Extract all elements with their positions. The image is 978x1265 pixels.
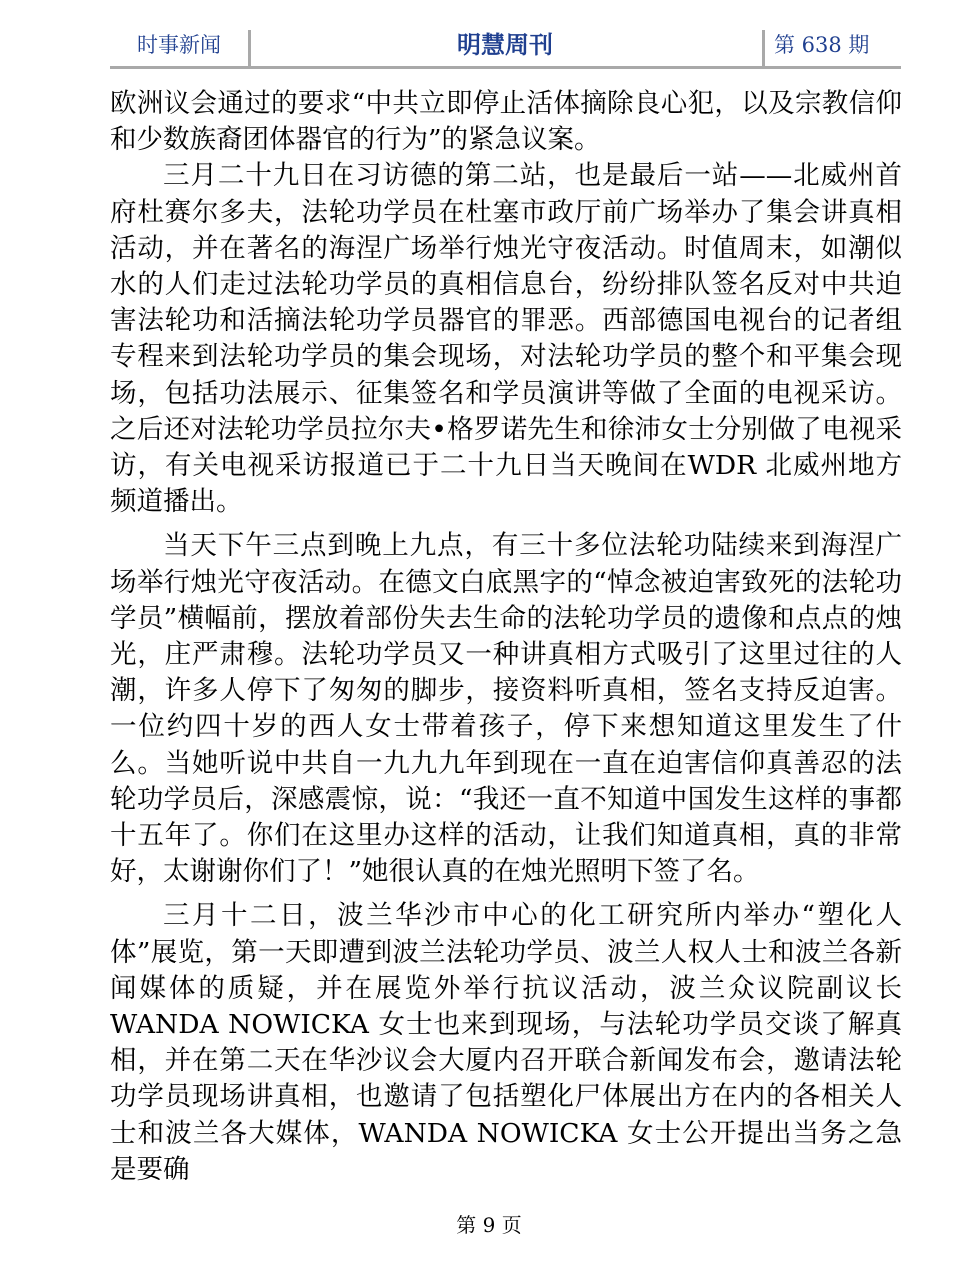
paragraph-3: 当天下午三点到晚上九点，有三十多位法轮功陆续来到海涅广场举行烛光守夜活动。在德文白底黑字的“悼念被迫害致死的法轮功学员”横幅前，摆放着部份失去生命的法轮功学员的遗像和点点的烛光，庄严肃穆。法轮功学员又一种讲真相方式吸引了这里过往的人潮，许多人停下了匆匆的脚步，接资料听真相，签名支持反迫害。一位约四十岁的西人女士带着孩子，停下来想知道这里发生了什么。当她听说中共自一九九九年到现在一直在迫害信仰真善忍的法轮功学员后，深感震惊，说：“我还一直不知道中国发生这样的事都十五年了。你们在这里办这样的活动，让我们知道真相，真的非常好，太谢谢你们了！”她很认真的在烛光照明下签了名。 — [110, 530, 902, 888]
paragraph-4-lead: 三月十二日， — [163, 900, 338, 932]
poland-link-text: 波兰 — [337, 900, 396, 932]
page-header — [110, 26, 901, 68]
paragraph-4-rest: 华沙市中心的化工研究所内举办“塑化人体”展览，第一天即遭到波兰法轮功学员、波兰人权人士和波兰各新闻媒体的质疑，并在展览外举行抗议活动，波兰众议院副议长WANDA NOWICKA 女士也来到现场，与法轮功学员交谈了解真相，并在第二天在华沙议会大厦内召开联合新闻发布会，邀请法轮功学员现场讲真相，也邀请了包括塑化尸体展出方在内的各相关人士和波兰各大媒体，WANDA NOWICKA 女士公开提出当务之急是要确 — [110, 900, 903, 1185]
page-number: 第 9 页 — [456, 1213, 522, 1237]
paragraph-1: 欧洲议会通过的要求“中共立即停止活体摘除良心犯，以及宗教信仰和少数族裔团体器官的行为”的紧急议案。 — [110, 88, 902, 156]
issue-number: 第 638 期 — [774, 33, 870, 57]
paragraph-4 — [110, 898, 902, 1188]
section-label: 时事新闻 — [137, 33, 221, 57]
paragraph-2: 三月二十九日在习访德的第二站，也是最后一站——北威州首府杜赛尔多夫，法轮功学员在杜塞市政厅前广场举办了集会讲真相活动，并在著名的海涅广场举行烛光守夜活动。时值周末，如潮似水的人们走过法轮功学员的真相信息台，纷纷排队签名反对中共迫害法轮功和活摘法轮功学员器官的罪恶。西部德国电视台的记者组专程来到法轮功学员的集会现场，对法轮功学员的整个和平集会现场，包括功法展示、征集签名和学员演讲等做了全面的电视采访。之后还对法轮功学员拉尔夫•格罗诺先生和徐沛女士分别做了电视采访，有关电视采访报道已于二十九日当天晚间在WDR 北威州地方频道播出。 — [110, 160, 902, 518]
article-body — [110, 86, 902, 1188]
publication-title: 明慧周刊 — [457, 30, 553, 59]
header-rule — [110, 66, 901, 69]
